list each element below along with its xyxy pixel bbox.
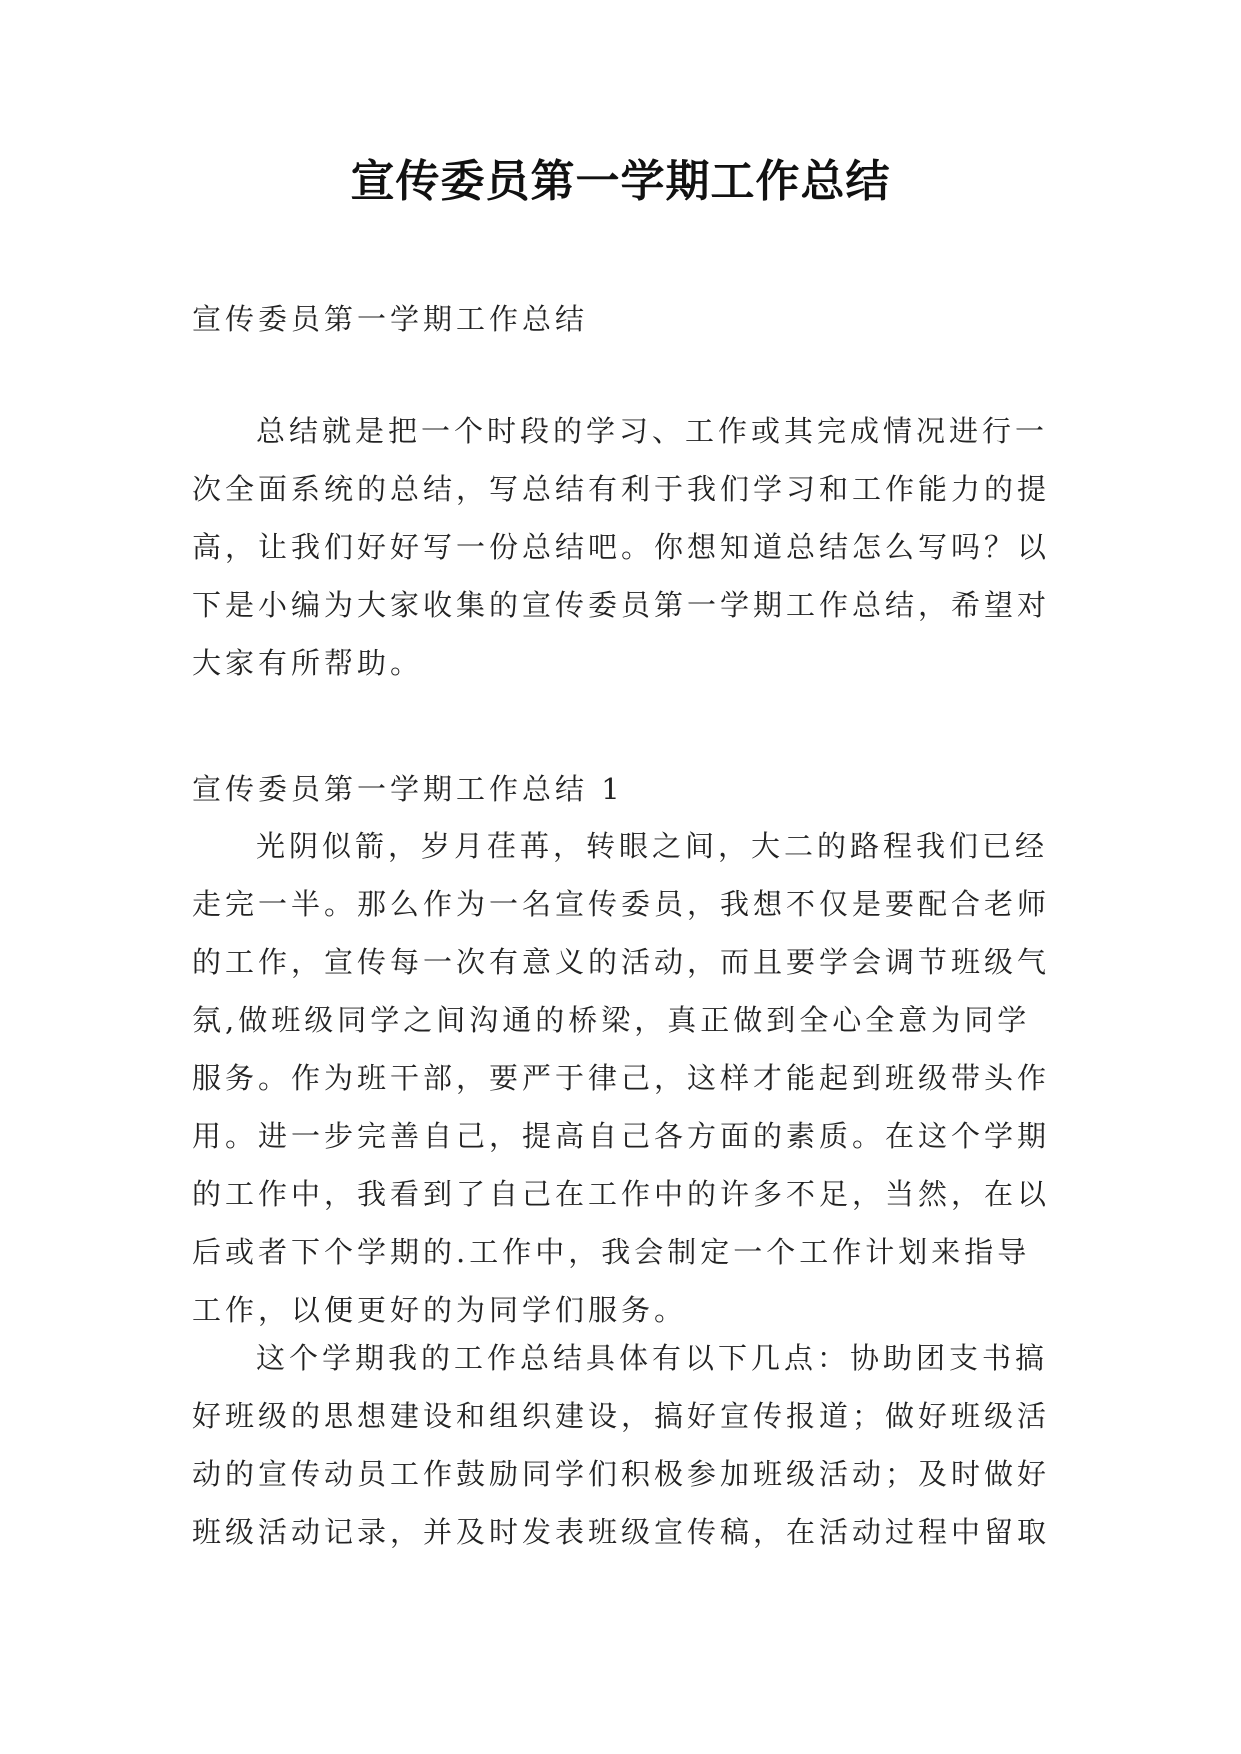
body-paragraph-1: 光阴似箭，岁月荏苒，转眼之间，大二的路程我们已经走完一半。那么作为一名宣传委员，我想不仅是要配合老师的工作，宣传每一次有意义的活动，而且要学会调节班级气氛,做班级同学之间沟通的桥梁，真正做到全心全意为同学服务。作为班干部，要严于律己，这样才能起到班级带头作用。进一步完善自己，提高自己各方面的素质。在这个学期的工作中，我看到了自己在工作中的许多不足，当然，在以后或者下个学期的.工作中，我会制定一个工作计划来指导工作，以便更好的为同学们服务。: [192, 829, 1051, 1327]
section-heading: 宣传委员第一学期工作总结 1: [192, 772, 624, 806]
document-subtitle: 宣传委员第一学期工作总结: [192, 302, 589, 336]
body-paragraph-2: 这个学期我的工作总结具体有以下几点：协助团支书搞好班级的思想建设和组织建设，搞好宣传报道；做好班级活动的宣传动员工作鼓励同学们积极参加班级活动；及时做好班级活动记录，并及时发表班级宣传稿，在活动过程中留取: [192, 1341, 1051, 1549]
intro-paragraph: 总结就是把一个时段的学习、工作或其完成情况进行一次全面系统的总结，写总结有利于我们学习和工作能力的提高，让我们好好写一份总结吧。你想知道总结怎么写吗？以下是小编为大家收集的宣传委员第一学期工作总结，希望对大家有所帮助。: [192, 414, 1051, 680]
document-title: 宣传委员第一学期工作总结: [350, 156, 891, 207]
